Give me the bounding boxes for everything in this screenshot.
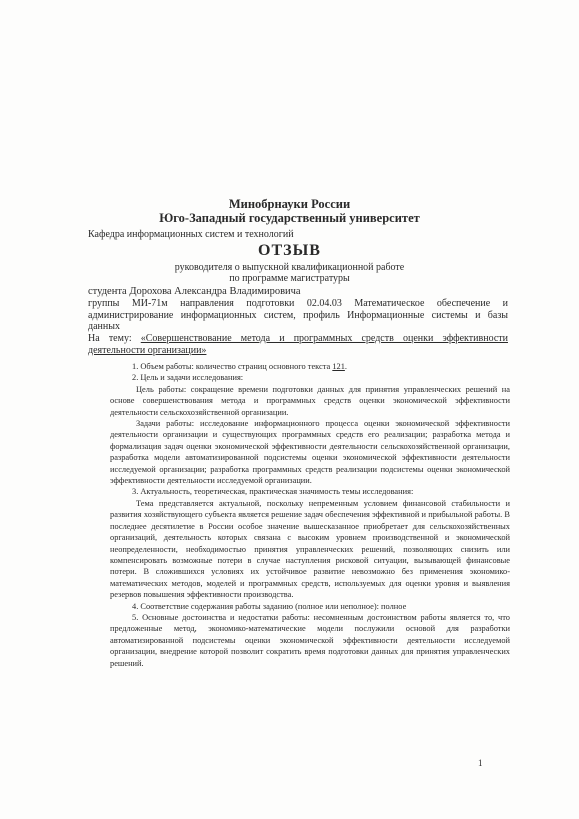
document-subtitle-2: по программе магистратуры <box>229 273 350 284</box>
section-5-paragraph: 5. Основные достоинства и недостатки работы: несомненным достоинством работы является то, что предложенные метод, экономико-математические модели послужили основой для разработки автоматизированной подсистемы оценки экономической эффективности деятельности исследуемой организации, внедрение которой позволит сократить время подготовки данных для принятия управленческих решений. <box>110 612 510 668</box>
review-body <box>110 361 510 669</box>
section-4-line: 4. Соответствие содержания работы заданию (полное или неполное): полное <box>132 601 407 611</box>
tasks-paragraph: Задачи работы: исследование информационного процесса оценки экономической эффективности деятельности организации и существующих программных средств его реализации; разработка метода и формализация задач оценки экономической эффективности деятельности сельскохозяйственной организации, разработка модели автоматизированной подсистемы оценки экономической эффективности деятельности исследуемой организации; разработка программных средств реализации подсистемы оценки экономической эффективности деятельности исследуемой организации. <box>110 419 510 486</box>
theme-line <box>88 333 508 356</box>
ministry-heading: Минобрнауки России <box>228 197 351 211</box>
theme-label: На тему: <box>88 333 141 344</box>
section-1-label: 1. Объем работы: количество страниц основного текста <box>132 362 333 371</box>
page-number: 1 <box>478 758 483 768</box>
student-line: студента Дорохова Александра Владимировича <box>88 286 301 297</box>
page-count-value: 121 <box>332 362 345 371</box>
group-line: группы МИ-71м направления подготовки 02.04.03 Математическое обеспечение и администрирование информационных систем, профиль Информационные системы и базы данных <box>88 298 508 332</box>
section-1: 1. Объем работы: количество страниц основного текста 121. <box>132 362 347 371</box>
document-title: ОТЗЫВ <box>258 242 321 259</box>
theme-text: «Совершенствование метода и программных средств оценки эффективности деятельности организации» <box>88 333 508 356</box>
relevance-paragraph: Тема представляется актуальной, поскольку непременным условием финансовой стабильности и развития хозяйствующего субъекта является решение задач обеспечения эффективной и прибыльной работы. В последнее десятилетие в России особое значение вышесказанное приобретает для сельскохозяйственных организаций, деятельность которых связана с высоким уровнем производственной и экономической неопределенности, необходимостью принятия управленческих решений, позволяющих снизить или компенсировать возможные потери в случае наступления рисковой ситуации, вызывающей финансовые потери. В сложившихся условиях их устойчивое развитие невозможно без применения экономико-математических методов, моделей и программных средств, используемых для оценки уровня и выявления резервов повышения эффективности производства. <box>110 498 510 600</box>
section-2-heading: 2. Цель и задачи исследования: <box>132 373 244 383</box>
goal-paragraph: Цель работы: сокращение времени подготовки данных для принятия управленческих решений на основе совершенствования метода и программных средств оценки экономической эффективности деятельности сельскохозяйственной организации. <box>110 384 510 417</box>
department-line: Кафедра информационных систем и технологий <box>88 229 294 240</box>
document-subtitle-1: руководителя о выпускной квалификационной работе <box>174 262 405 273</box>
university-heading: Юго-Западный государственный университет <box>159 211 420 225</box>
section-3-heading: 3. Актуальность, теоретическая, практическая значимость темы исследования: <box>132 487 414 497</box>
